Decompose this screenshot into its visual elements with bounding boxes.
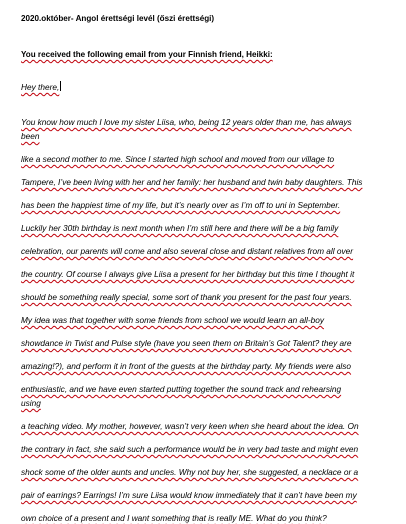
- body-line: amazing!?), and perform it in front of the guests at the birthday party. My friends were also: [21, 361, 352, 371]
- intro-line: You received the following email from your Finnish friend, Heikki:: [21, 50, 273, 59]
- text-cursor: [60, 81, 61, 91]
- body-line: should be something really special, some sort of thank you present for the past four years.: [21, 292, 352, 302]
- body-line: celebration, our parents will come and also several close and distant relatives from all over: [21, 246, 354, 256]
- body-line: been: [21, 131, 40, 141]
- greeting-text: Hey there,: [21, 82, 60, 92]
- body-line: shock some of the older aunts and uncles. Why not buy her, she suggested, a necklace or a: [21, 467, 359, 477]
- body-line: has been the happiest time of my life, but it’s nearly over as I’m off to uni in September.: [21, 200, 341, 210]
- body-line: the country. Of course I always give Liisa a present for her birthday but this time I thought it: [21, 269, 355, 279]
- body-line: showdance in Twist and Pulse style (have you seen them on Britain’s Got Talent? they are: [21, 338, 352, 348]
- body-line: like a second mother to me. Since I started high school and moved from our village to: [21, 154, 335, 164]
- email-body: [21, 117, 378, 524]
- body-line: You know how much I love my sister Liisa, who, being 12 years older than me, has always: [21, 117, 352, 127]
- body-line: Tampere, I’ve been living with her and her family: her husband and twin baby daughters. This: [21, 177, 363, 187]
- body-line: Luckily her 30th birthday is next month when I’m still here and there will be a big family: [21, 223, 339, 233]
- body-line: the contrary in fact, she said such a performance would be in very bad taste and might even: [21, 444, 359, 454]
- body-line: own choice of a present and I want something that is really ME. What do you think?: [21, 513, 327, 523]
- document-heading: 2020.október- Angol érettségi levél (őszi érettségi): [21, 14, 215, 23]
- body-line: a teaching video. My mother, however, wasn’t very keen when she heard about the idea. On: [21, 421, 359, 431]
- body-line: using: [21, 398, 41, 408]
- body-line: My idea was that together with some friends from school we would learn an all-boy: [21, 315, 324, 325]
- body-line: enthusiastic, and we have even started putting together the sound track and rehearsing: [21, 384, 342, 394]
- email-greeting[interactable]: [21, 81, 378, 93]
- body-line: pair of earrings? Earrings! I’m sure Liisa would know immediately that it can’t have been my: [21, 490, 357, 500]
